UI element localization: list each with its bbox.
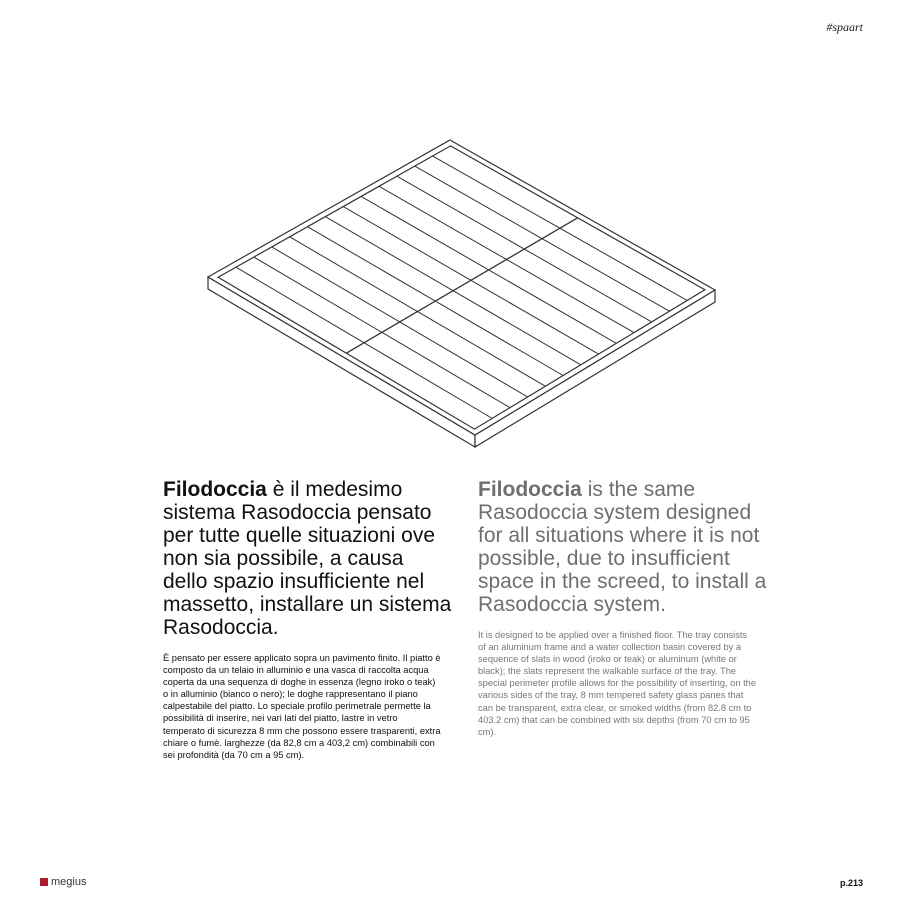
english-body: It is designed to be applied over a finished floor. The tray consists of an aluminum frame and a water collection basin covered by a sequence of slats in wood (iroko or teak) or aluminum (white or black); the slats represent the walkable surface of the tray. The special perimeter profile allows for the possibility of inserting, on the various sides of the tray, 8 mm tempered safety glass panes that can be transparent, extra clear, or smoked widths (from 82.8 cm to 403.2 cm) that can be combined with six depths (from 70 cm to 95 cm). — [478, 630, 757, 737]
italian-body: È pensato per essere applicato sopra un pavimento finito. Il piatto è composto da un telaio in alluminio e una vasca di raccolta acqua coperta da una sequenza di doghe in essenza (legno iroko o teak) o in alluminio (bianco o nero); le doghe rappresentano il piano calpestabile del piatto. Lo speciale profilo perimetrale permette la possibilità di inserire, nei vari lati del piatto, lastre in vetro temperato di sicurezza 8 mm che possono essere trasparenti, extra chiare o fumè. larghezze (da 82,8 cm a 403,2 cm) combinabili con sei profondità (da 70 cm a 95 cm). — [163, 653, 441, 760]
english-headline — [478, 478, 768, 616]
italian-headline-rest: è il medesimo sistema Rasodoccia pensato per tutte quelle situazioni ove non sia possibile, a causa dello spazio insufficiente nel massetto, installare un sistema Rasodoccia. — [163, 478, 452, 639]
shower-tray-illustration — [200, 130, 720, 460]
italian-column — [163, 478, 453, 761]
italian-headline — [163, 478, 453, 639]
tray-inner-frame — [218, 146, 705, 429]
english-column — [478, 478, 768, 738]
megius-logo-text: megius — [51, 876, 87, 888]
english-headline-rest: is the same Rasodoccia system designed for all situations where it is not possible, due to insufficient space in the screed, to install a Rasodoccia system. — [478, 478, 767, 616]
megius-logo — [40, 876, 86, 888]
megius-logo-icon — [40, 878, 48, 886]
italian-brand: Filodoccia — [163, 478, 267, 501]
hashtag-label: #spaart — [826, 20, 863, 34]
english-brand: Filodoccia — [478, 478, 582, 501]
page-number: p.213 — [839, 878, 863, 888]
